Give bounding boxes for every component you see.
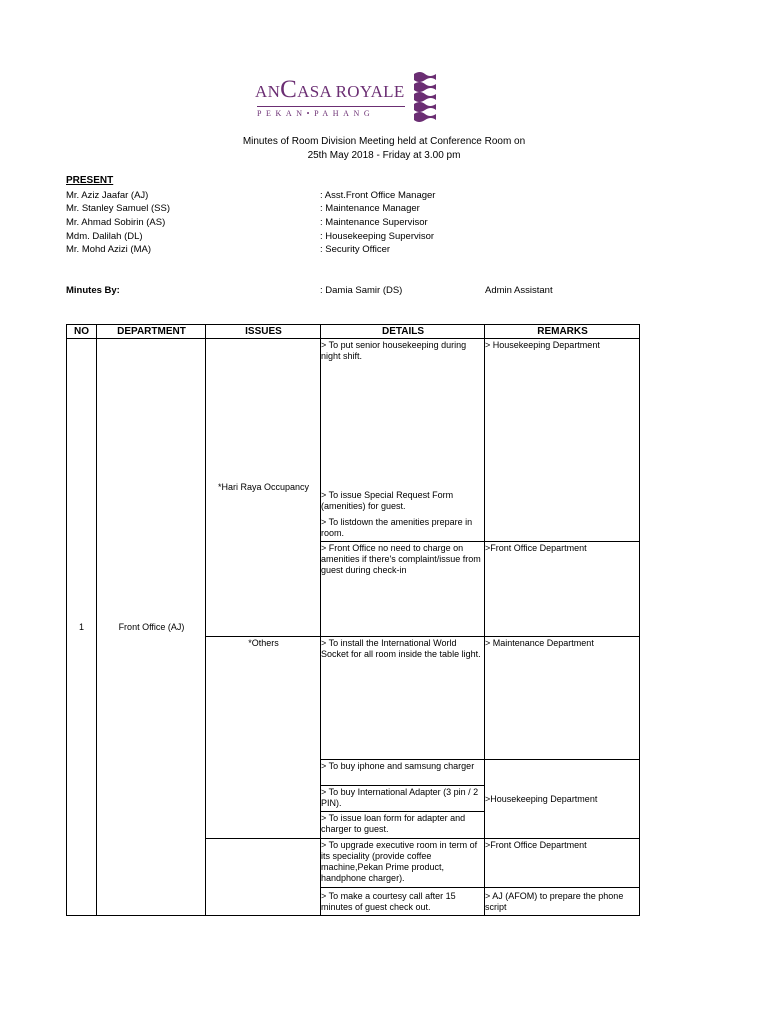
attendee-name: Mdm. Dalilah (DL) — [66, 231, 143, 242]
meeting-title: Minutes of Room Division Meeting held at Conference Room on — [242, 136, 526, 147]
remark-item: >Front Office Department — [485, 543, 587, 553]
attendee-role: : Maintenance Supervisor — [320, 217, 428, 228]
remark-item: > AJ (AFOM) to prepare the phone script — [485, 891, 624, 912]
header-issues: ISSUES — [245, 326, 282, 337]
remark-item: > Maintenance Department — [485, 638, 594, 648]
attendee-name: Mr. Stanley Samuel (SS) — [66, 203, 171, 214]
minutes-by-role: Admin Assistant — [485, 285, 553, 296]
attendee-role: : Security Officer — [320, 244, 391, 255]
present-heading: PRESENT — [66, 175, 114, 186]
minutes-by-name: : Damia Samir (DS) — [320, 285, 403, 296]
attendee-name: Mr. Mohd Azizi (MA) — [66, 244, 151, 255]
header-details: DETAILS — [381, 326, 425, 337]
detail-item: > To issue loan form for adapter and charger to guest. — [321, 813, 466, 834]
attendee-role: : Housekeeping Supervisor — [320, 231, 435, 242]
attendee-name: Mr. Aziz Jaafar (AJ) — [66, 190, 149, 201]
detail-item: > To install the International World Socket for all room inside the table light. — [321, 638, 481, 659]
remark-item: >Housekeeping Department — [485, 794, 598, 804]
detail-item: > Front Office no need to charge on amenities if there's complaint/issue from guest during check-in — [321, 543, 481, 575]
header-department: DEPARTMENT — [117, 326, 186, 337]
attendee-name: Mr. Ahmad Sobirin (AS) — [66, 217, 166, 228]
detail-item: > To buy International Adapter (3 pin / 2 PIN). — [321, 787, 479, 808]
remark-item: >Front Office Department — [485, 840, 587, 850]
detail-item: > To put senior housekeeping during night shift. — [321, 340, 467, 361]
issue-hari-raya: *Hari Raya Occupancy — [217, 482, 310, 492]
department-name: Front Office (AJ) — [118, 622, 185, 632]
header-no: NO — [74, 326, 89, 337]
detail-item: > To issue Special Request Form (amenities) for guest. — [321, 490, 454, 511]
issue-others: *Others — [248, 638, 279, 648]
detail-item: > To upgrade executive room in term of its speciality (provide coffee machine,Pekan Prime product, handphone charger). — [321, 840, 478, 883]
logo-location: PEKAN•PAHANG — [257, 106, 405, 118]
row-number: 1 — [78, 622, 84, 632]
detail-item: > To buy iphone and samsung charger — [321, 761, 475, 771]
logo-wordmark: ANCASA ROYALE — [255, 76, 405, 103]
detail-item: > To make a courtesy call after 15 minutes of guest check out. — [321, 891, 456, 912]
header-remarks: REMARKS — [537, 326, 588, 337]
detail-item: > To listdown the amenities prepare in room. — [321, 517, 473, 538]
meeting-date: 25th May 2018 - Friday at 3.00 pm — [307, 150, 461, 161]
attendee-role: : Asst.Front Office Manager — [320, 190, 436, 201]
minutes-by-label: Minutes By: — [66, 285, 120, 296]
attendee-role: : Maintenance Manager — [320, 203, 420, 214]
remark-item: > Housekeeping Department — [485, 340, 600, 350]
